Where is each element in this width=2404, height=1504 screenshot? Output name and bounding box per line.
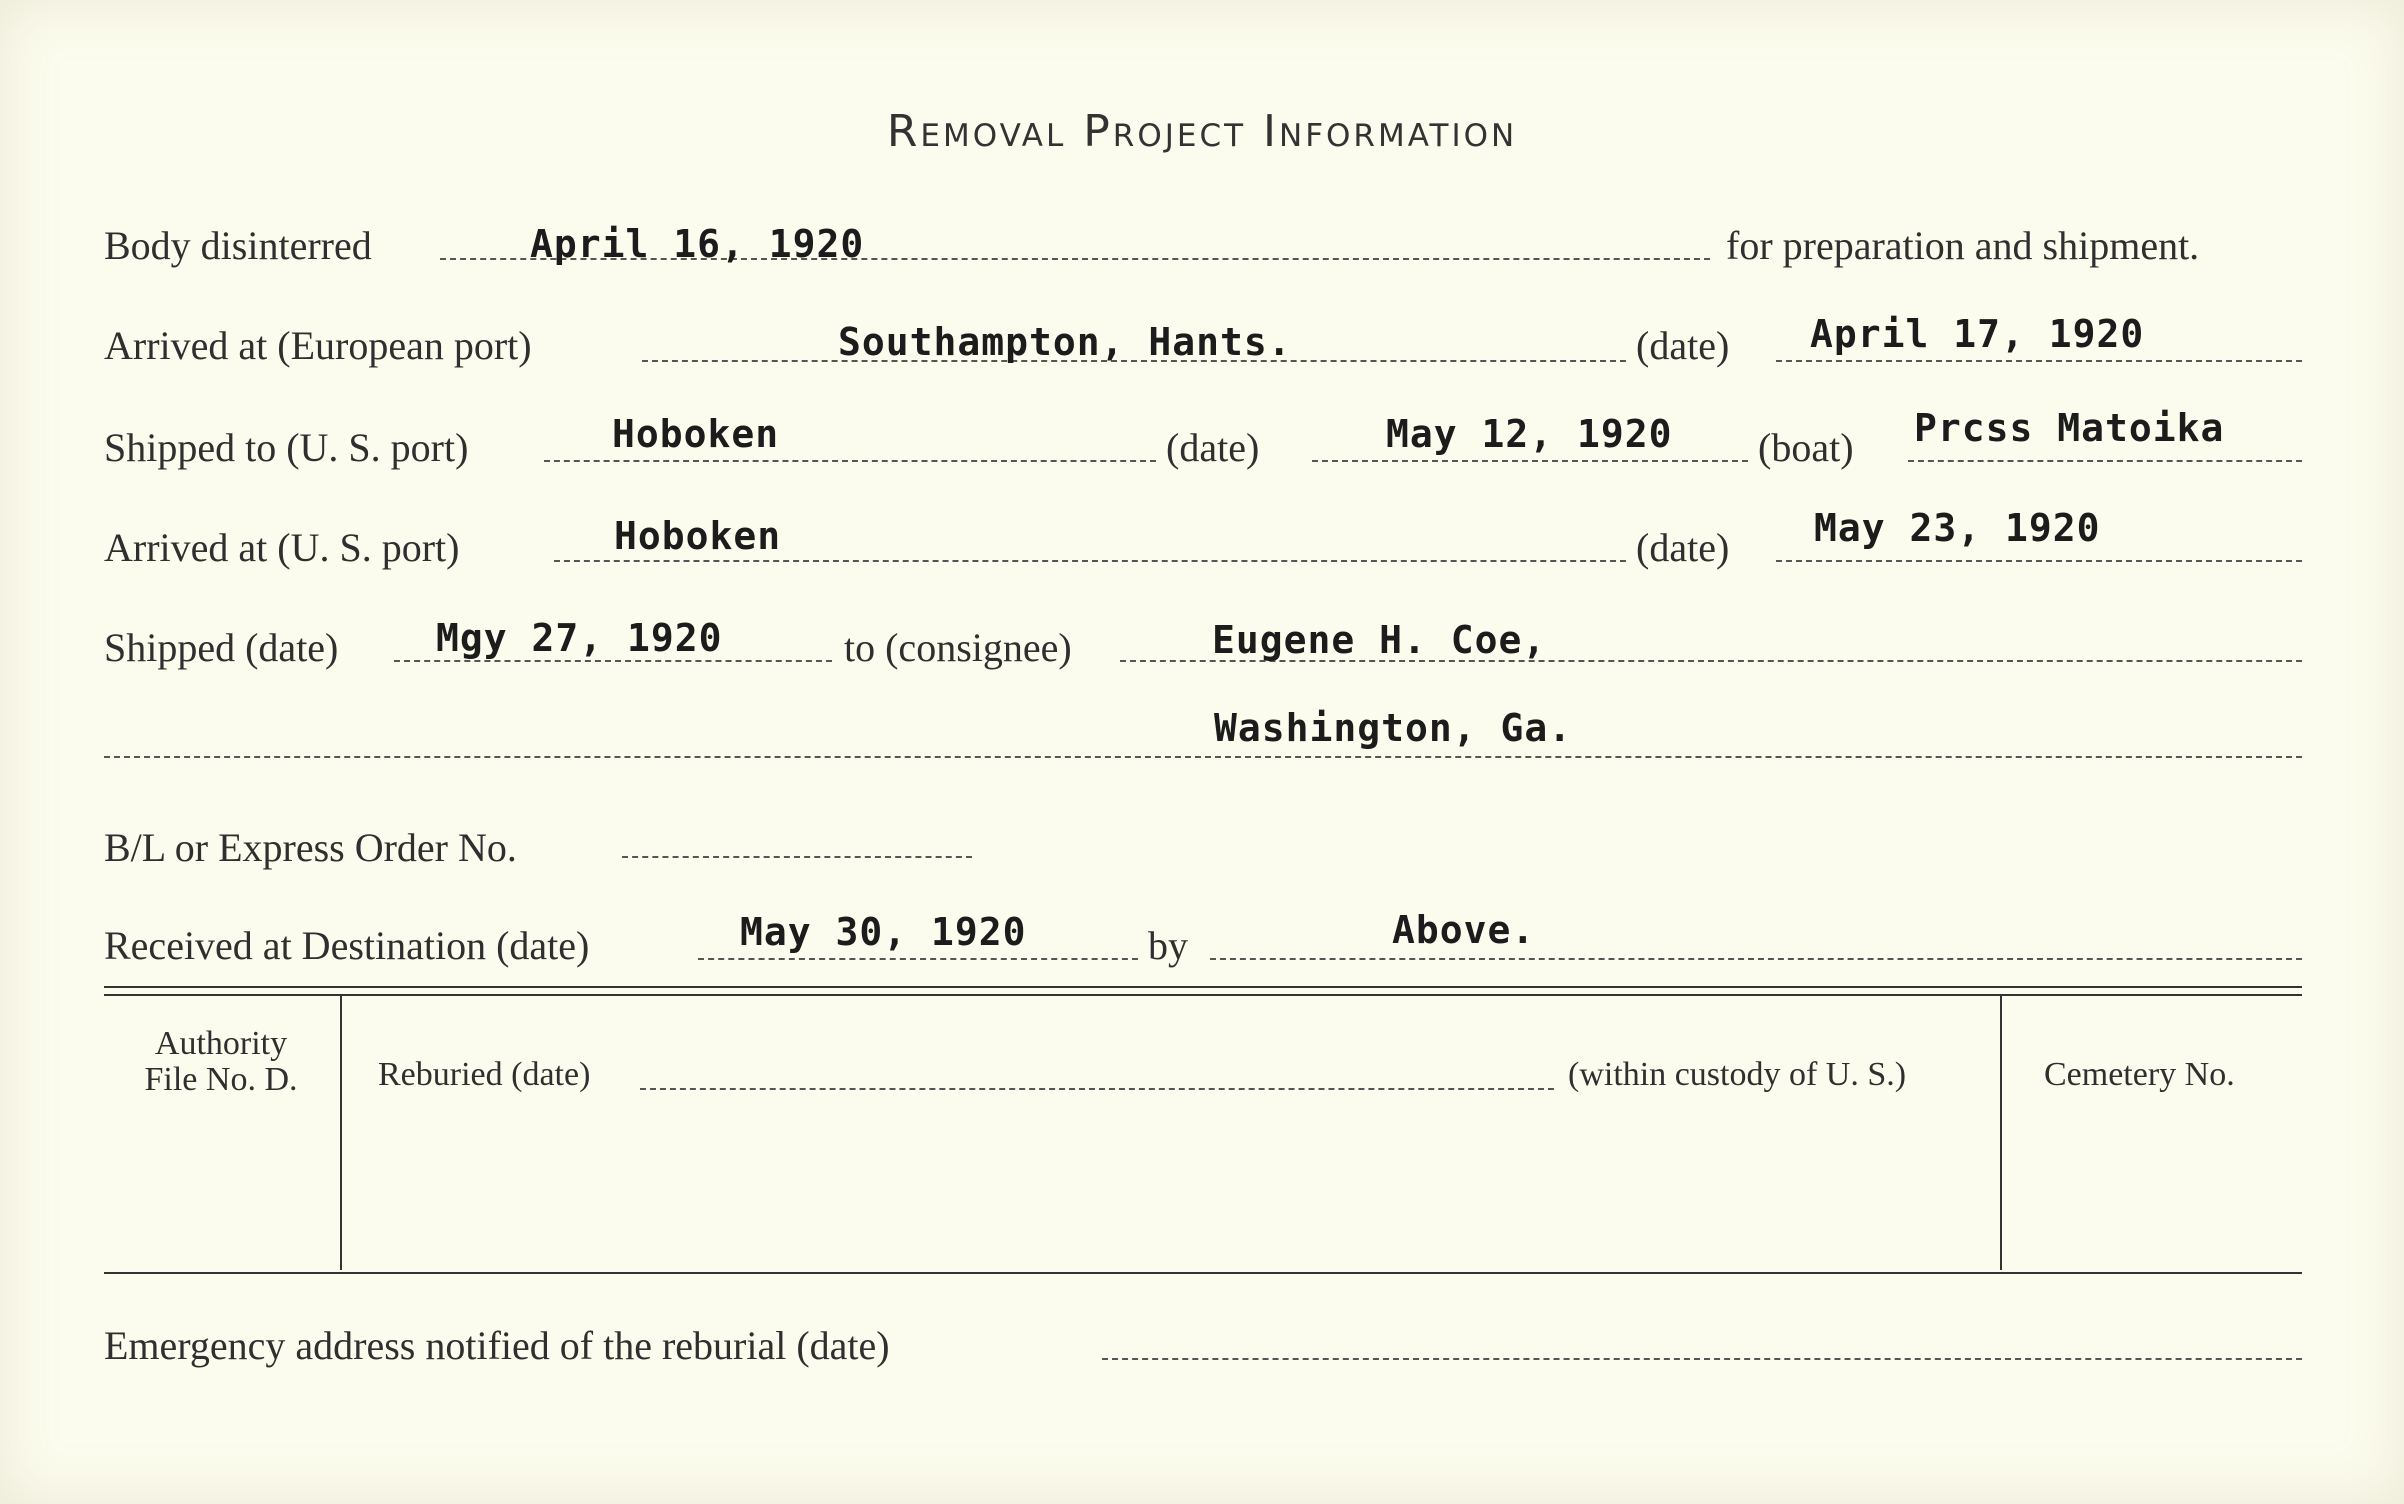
- label-emergency: Emergency address notified of the reburial (date): [104, 1323, 890, 1368]
- label-reburied: Reburied (date): [378, 1056, 591, 1093]
- line-emergency: [1102, 1358, 2302, 1360]
- value-european-arrival-date: April 17, 1920: [1810, 312, 2145, 356]
- line-received-date: [698, 958, 1138, 960]
- line-boat: [1908, 460, 2302, 462]
- label-boat: (boat): [1758, 425, 1854, 470]
- label-us-arrival-date: (date): [1636, 525, 1730, 570]
- line-received-by: [1210, 958, 2302, 960]
- card-title: Removal Project Information: [886, 106, 1518, 157]
- label-bl-order: B/L or Express Order No.: [104, 825, 517, 870]
- label-received: Received at Destination (date): [104, 923, 590, 968]
- value-shipped-date: Mgy 27, 1920: [436, 616, 723, 660]
- authority-line-1: Authority: [154, 1025, 288, 1062]
- line-us-port-arrived: [554, 560, 1626, 562]
- label-custody: (within custody of U. S.): [1568, 1056, 1907, 1093]
- value-consignee-address: Washington, Ga.: [1214, 706, 1573, 750]
- line-consignee-address: [104, 756, 2302, 758]
- label-for-preparation: for preparation and shipment.: [1726, 223, 2200, 268]
- label-by: by: [1148, 923, 1188, 968]
- label-arrived-european: Arrived at (European port): [104, 323, 532, 368]
- line-us-ship-date: [1312, 460, 1748, 462]
- value-boat: Prcss Matoika: [1914, 406, 2225, 450]
- value-received-date: May 30, 1920: [740, 910, 1027, 954]
- box-bottom-rule: [104, 1272, 2302, 1274]
- box-top-rule: [104, 986, 2302, 988]
- box-divider-right: [2000, 996, 2002, 1270]
- line-us-arrival-date: [1776, 560, 2302, 562]
- value-us-port-shipped: Hoboken: [612, 412, 780, 456]
- label-arrived-us: Arrived at (U. S. port): [104, 525, 460, 570]
- label-european-date: (date): [1636, 323, 1730, 368]
- value-received-by: Above.: [1392, 908, 1536, 952]
- value-european-port: Southampton, Hants.: [838, 320, 1292, 364]
- label-us-ship-date: (date): [1166, 425, 1260, 470]
- line-shipped-date: [394, 660, 832, 662]
- value-us-ship-date: May 12, 1920: [1386, 412, 1673, 456]
- line-european-date: [1776, 360, 2302, 362]
- box-divider-left: [340, 996, 342, 1270]
- label-consignee: to (consignee): [844, 625, 1072, 670]
- line-reburied: [640, 1088, 1554, 1090]
- authority-line-2: File No. D.: [144, 1061, 298, 1098]
- value-disinterred-date: April 16, 1920: [530, 222, 865, 266]
- label-shipped-us: Shipped to (U. S. port): [104, 425, 469, 470]
- value-consignee-name: Eugene H. Coe,: [1212, 618, 1547, 662]
- authority-file-label: [108, 1026, 334, 1098]
- label-body-disinterred: Body disinterred: [104, 223, 372, 268]
- label-cemetery: Cemetery No.: [2044, 1056, 2235, 1093]
- label-shipped-date: Shipped (date): [104, 625, 339, 670]
- line-bl-order: [622, 856, 972, 858]
- box-top-rule-double: [104, 994, 2302, 996]
- value-us-port-arrived: Hoboken: [614, 514, 782, 558]
- value-us-arrival-date: May 23, 1920: [1814, 506, 2101, 550]
- line-us-port-shipped: [544, 460, 1156, 462]
